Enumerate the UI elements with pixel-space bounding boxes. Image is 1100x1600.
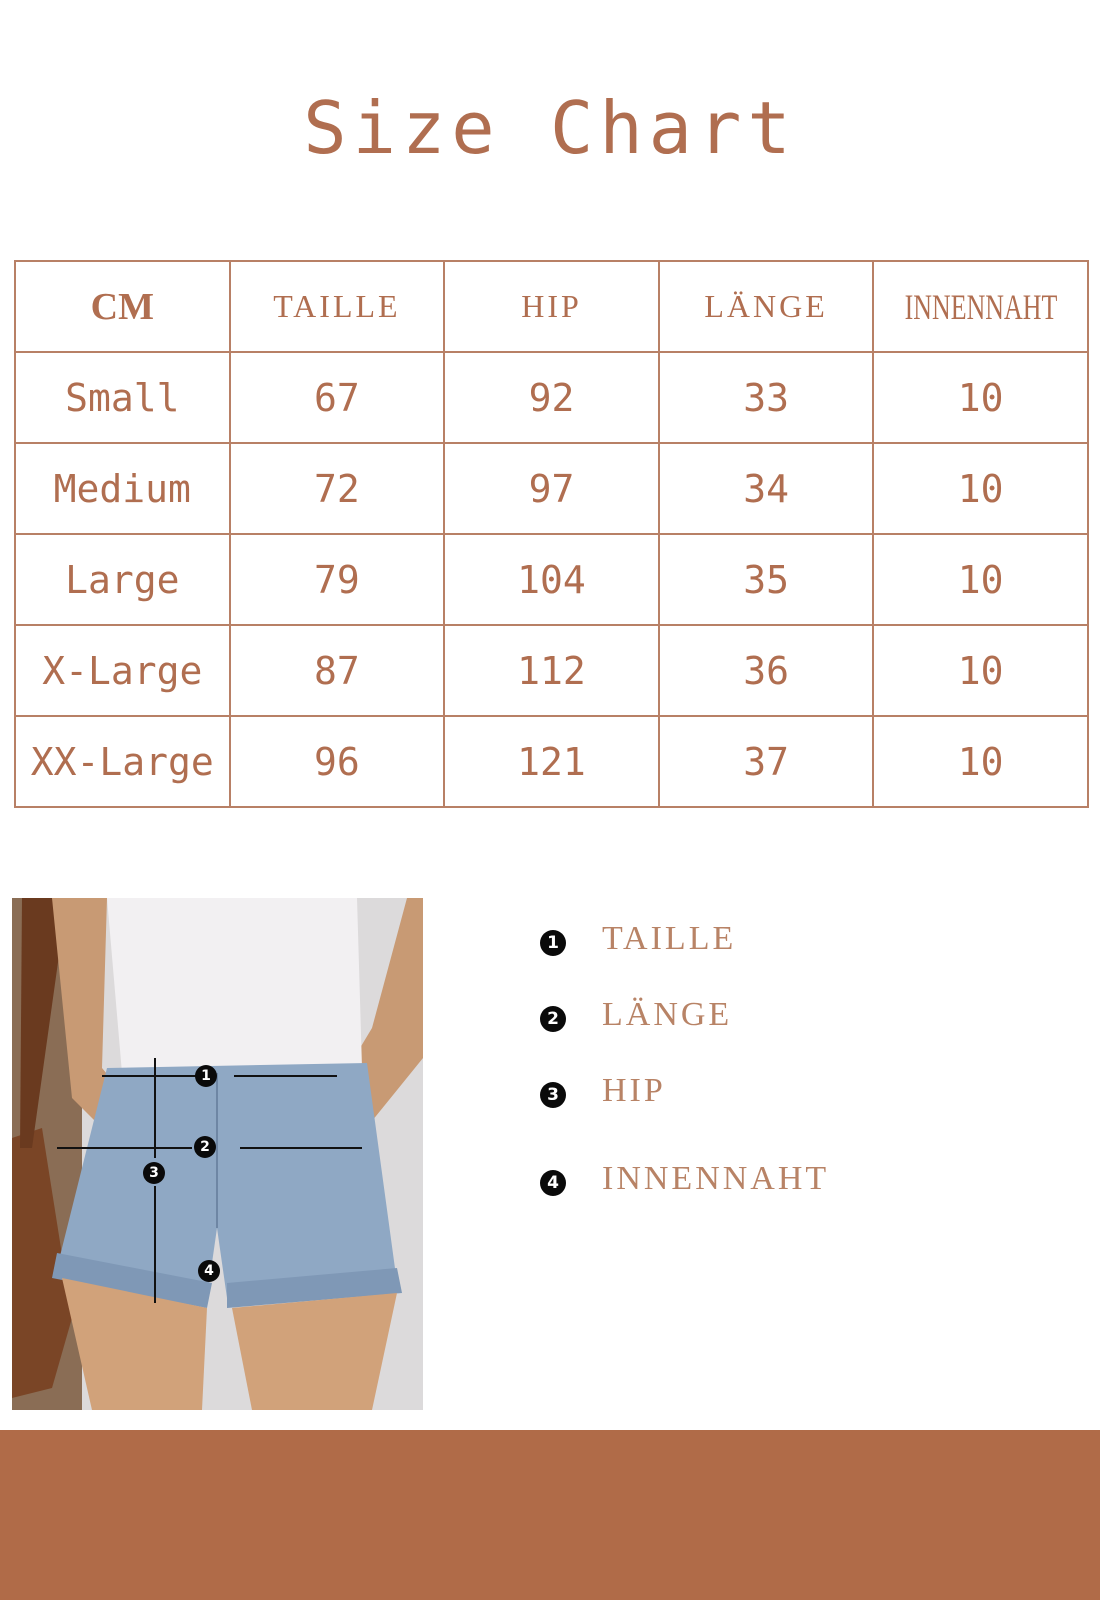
legend-label: INNENNAHT — [602, 1160, 830, 1197]
header-taille: TAILLE — [230, 261, 445, 352]
table-cell: 79 — [230, 534, 445, 625]
legend-number: 1 — [540, 930, 566, 956]
legend-number: 3 — [540, 1082, 566, 1108]
shorts-illustration — [12, 898, 423, 1410]
size-label: XX-Large — [15, 716, 230, 807]
table-cell: 10 — [873, 625, 1088, 716]
table-cell: 36 — [659, 625, 874, 716]
table-cell: 10 — [873, 352, 1088, 443]
header-innennaht: INNENNAHT — [873, 261, 1088, 352]
marker-4: 4 — [198, 1260, 220, 1282]
table-cell: 34 — [659, 443, 874, 534]
table-cell: 35 — [659, 534, 874, 625]
page-title: Size Chart — [303, 86, 797, 170]
table-cell: 104 — [444, 534, 659, 625]
table-cell: 10 — [873, 716, 1088, 807]
table-cell: 96 — [230, 716, 445, 807]
table-cell: 121 — [444, 716, 659, 807]
table-cell: 72 — [230, 443, 445, 534]
header-laenge: LÄNGE — [659, 261, 874, 352]
table-header-row — [15, 261, 1088, 352]
marker-3: 3 — [143, 1162, 165, 1184]
legend-label: HIP — [602, 1072, 666, 1109]
size-label: Large — [15, 534, 230, 625]
table-cell: 67 — [230, 352, 445, 443]
table-cell: 33 — [659, 352, 874, 443]
size-label: X-Large — [15, 625, 230, 716]
table-cell: 10 — [873, 443, 1088, 534]
marker-1: 1 — [195, 1065, 217, 1087]
table-row — [15, 716, 1088, 807]
legend-number: 2 — [540, 1006, 566, 1032]
shorts-measurement-photo — [12, 898, 423, 1410]
table-cell: 97 — [444, 443, 659, 534]
table-cell: 87 — [230, 625, 445, 716]
table-cell: 37 — [659, 716, 874, 807]
header-cm: CM — [15, 261, 230, 352]
legend-label: LÄNGE — [602, 996, 733, 1033]
table-row — [15, 443, 1088, 534]
table-row — [15, 534, 1088, 625]
table-cell: 112 — [444, 625, 659, 716]
table-row — [15, 625, 1088, 716]
header-hip: HIP — [444, 261, 659, 352]
legend-label: TAILLE — [602, 920, 737, 957]
table-cell: 10 — [873, 534, 1088, 625]
marker-2: 2 — [194, 1136, 216, 1158]
table-cell: 92 — [444, 352, 659, 443]
footer-band — [0, 1430, 1100, 1600]
size-label: Small — [15, 352, 230, 443]
size-label: Medium — [15, 443, 230, 534]
size-chart-table — [14, 260, 1089, 808]
legend-number: 4 — [540, 1170, 566, 1196]
table-row — [15, 352, 1088, 443]
